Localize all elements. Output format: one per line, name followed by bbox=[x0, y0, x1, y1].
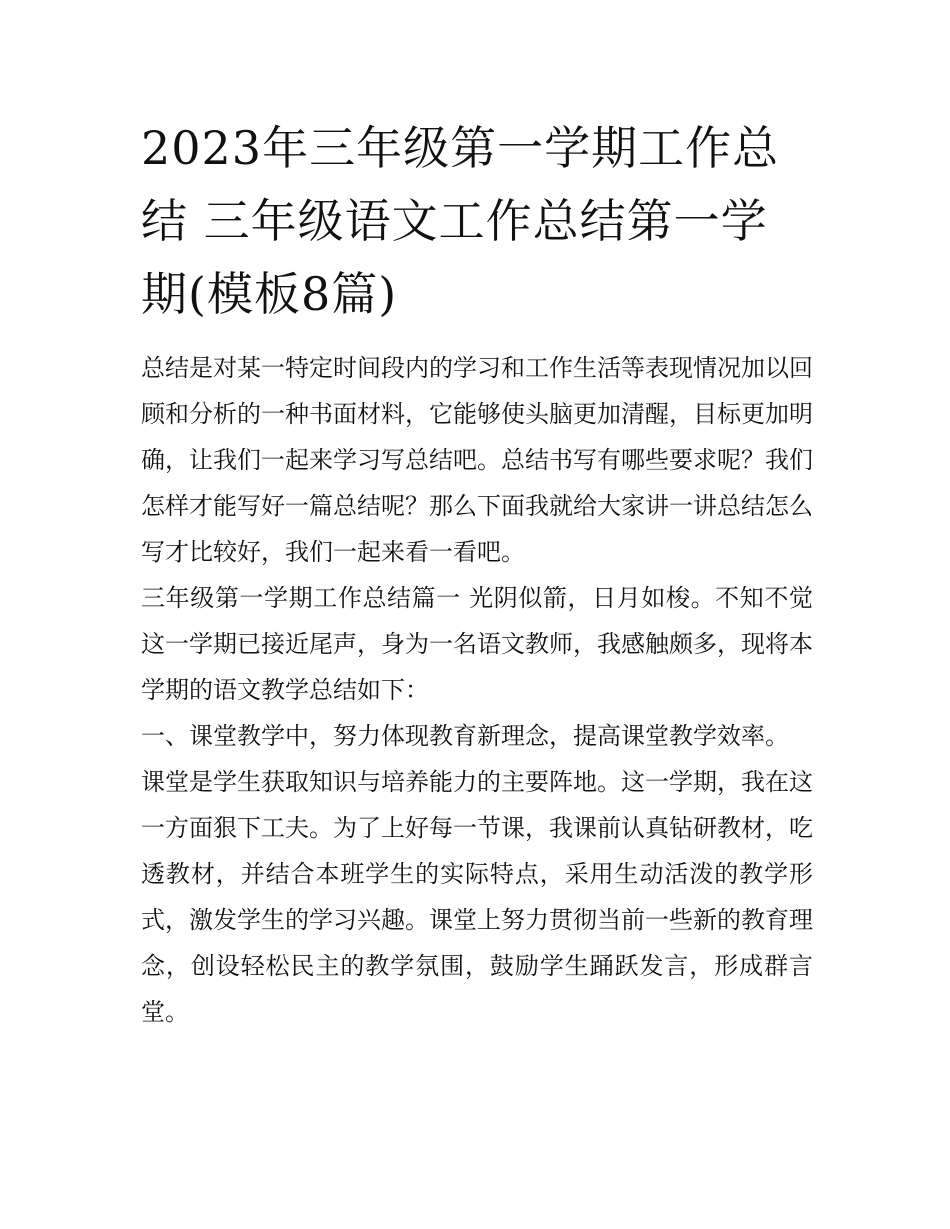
classroom-teaching-paragraph: 课堂是学生获取知识与培养能力的主要阵地。这一学期，我在这一方面狠下工夫。为了上好每一节课，我课前认真钻研教材，吃透教材，并结合本班学生的实际特点，采用生动活泼的教学形式，激发学生的学习兴趣。课堂上努力贯彻当前一些新的教育理念，创设轻松民主的教学氛围，鼓励学生踊跃发言，形成群言堂。 bbox=[141, 768, 813, 1026]
document-body bbox=[141, 112, 813, 1035]
point-one-heading: 一、课堂教学中，努力体现教育新理念，提高课堂教学效率。 bbox=[141, 722, 789, 750]
section-one-opening-paragraph: 三年级第一学期工作总结篇一 光阴似箭，日月如梭。不知不觉这一学期已接近尾声，身为一名语文教师，我感触颇多，现将本学期的语文教学总结如下： bbox=[141, 584, 813, 704]
intro-paragraph: 总结是对某一特定时间段内的学习和工作生活等表现情况加以回顾和分析的一种书面材料，它能够使头脑更加清醒，目标更加明确，让我们一起来学习写总结吧。总结书写有哪些要求呢？我们怎样才能写好一篇总结呢？那么下面我就给大家讲一讲总结怎么写才比较好，我们一起来看一看吧。 bbox=[141, 354, 813, 566]
document-title: 2023年三年级第一学期工作总结 三年级语文工作总结第一学期(模板8篇) bbox=[141, 121, 780, 321]
